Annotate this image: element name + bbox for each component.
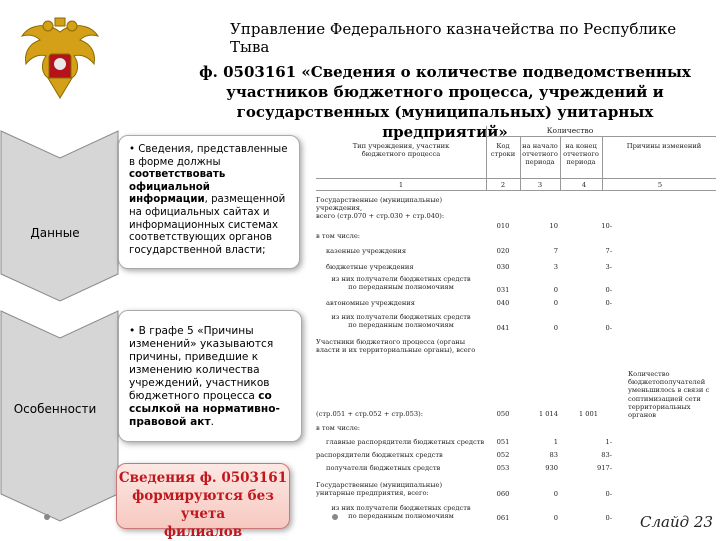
slide-number: Слайд 23	[640, 513, 713, 531]
data-description-box	[118, 135, 300, 269]
row-begin: 7	[553, 247, 558, 255]
row-label: Участники бюджетного процесса (органы	[316, 338, 466, 346]
col-header-end: на конец отчетного периода	[563, 142, 599, 166]
row-end: 0-	[605, 324, 612, 332]
table-row: распорядители бюджетных средств	[316, 451, 443, 459]
row-label: унитарные предприятия, всего:	[316, 489, 429, 497]
row-code: 052	[496, 451, 510, 459]
row-code: 020	[496, 247, 510, 255]
section-label-data: Данные	[30, 226, 80, 240]
col-number: 4	[581, 181, 587, 189]
double-headed-eagle-emblem-icon	[18, 14, 102, 110]
row-label: Государственные (муниципальные)	[316, 481, 443, 489]
features-text-post: .	[210, 416, 214, 428]
row-label: по переданным полномочиям	[348, 512, 454, 520]
row-end: 1-	[605, 438, 612, 446]
table-row: главные распорядители бюджетных средств	[326, 438, 485, 446]
features-text-bold: со ссылкой на нормативно-правовой акт	[129, 390, 280, 428]
document-title-line-2: участников бюджетного процесса, учреждений и	[226, 83, 664, 101]
table-row	[316, 196, 486, 220]
table-row	[316, 275, 486, 291]
row-label: (стр.051 + стр.052 + стр.053):	[316, 410, 424, 418]
row-label: из них получатели бюджетных средств	[331, 275, 471, 283]
row-label: из них получатели бюджетных средств	[331, 504, 471, 512]
row-end: 3-	[605, 263, 612, 271]
header-title: Управление Федерального казначейства по Республике Тыва	[230, 20, 677, 56]
row-begin: 0	[553, 490, 558, 498]
row-end: 0-	[605, 490, 612, 498]
row-end: 10-	[601, 222, 612, 230]
document-title-line-3: государственных (муниципальных) унитарных предприятий»	[236, 103, 654, 141]
chevron-shape-icon	[0, 130, 120, 302]
row-end: 0-	[605, 299, 612, 307]
document-title-line-1: ф. 0503161 «Сведения о количестве подведомственных	[199, 63, 691, 81]
table-row: в том числе:	[316, 232, 361, 240]
row-begin: 3	[553, 263, 558, 271]
section-chevron-features	[0, 310, 120, 522]
row-begin: 1	[553, 438, 558, 446]
col-number: 3	[537, 181, 543, 189]
row-label: из них получатели бюджетных средств	[331, 313, 471, 321]
col-number: 2	[500, 181, 506, 189]
row-begin: 0	[553, 299, 558, 307]
col-header-code: Код строки	[490, 142, 516, 158]
data-text-post: , размещенной на официальных сайтах и информационных системах соответствующих органов государственной власти;	[129, 194, 286, 256]
data-text-pre: • Сведения, представленные в форме должны	[129, 144, 288, 168]
row-begin: 83	[549, 451, 558, 459]
row-end: 917-	[596, 464, 612, 472]
group-header-quantity: Количество	[546, 126, 594, 135]
row-begin: 1 014	[538, 410, 558, 418]
row-code: 030	[496, 263, 510, 271]
row-label: всего (стр.070 + стр.030 + стр.040):	[316, 212, 445, 220]
row-end: 7-	[605, 247, 612, 255]
row-end: 0-	[605, 286, 612, 294]
table-row	[316, 338, 486, 354]
col-number: 5	[657, 181, 663, 189]
section-chevron-data	[0, 130, 120, 302]
table-row	[316, 481, 486, 497]
table-row: получатели бюджетных средств	[326, 464, 441, 472]
row-end: 0-	[605, 514, 612, 522]
row-code: 010	[496, 222, 510, 230]
row-code: 041	[496, 324, 510, 332]
row-begin: 930	[545, 464, 558, 472]
row-code: 053	[496, 464, 510, 472]
col-header-begin: на начало отчетного периода	[522, 142, 558, 166]
row-code: 061	[496, 514, 510, 522]
note-line-3: филиалов	[163, 524, 243, 540]
row-code: 051	[496, 438, 510, 446]
table-row: автономные учреждения	[326, 299, 415, 307]
row-label: учреждения,	[316, 204, 363, 212]
col-header-type: Тип учреждения, участник бюджетного процесса	[352, 142, 450, 158]
row-label: по переданным полномочиям	[348, 321, 454, 329]
table-row: в том числе:	[316, 424, 361, 432]
row-end: 83-	[601, 451, 612, 459]
table-row: казенные учреждения	[326, 247, 407, 255]
data-text-bold: соответствовать официальной информации	[129, 169, 226, 206]
row-begin: 10	[549, 222, 558, 230]
branches-note-box	[116, 463, 290, 540]
report-table	[316, 126, 716, 526]
chevron-shape-icon	[0, 310, 120, 522]
row-code: 031	[496, 286, 510, 294]
note-line-2: формируются без учета	[132, 488, 274, 522]
decorative-dot-icon	[44, 514, 50, 520]
features-description-box	[118, 310, 302, 442]
row-reason: Количество бюджетополучателей уменьшилось в связи с соптимизацией сети территориальных органов	[628, 370, 710, 420]
row-label: по переданным полномочиям	[348, 283, 454, 291]
row-label: власти и их территориальные органы), всего	[316, 346, 476, 354]
row-label: Государственные (муниципальные)	[316, 196, 443, 204]
table-row	[316, 313, 486, 329]
col-header-reason: Причины изменений	[626, 142, 702, 150]
table-row	[316, 504, 486, 520]
row-code: 060	[496, 490, 510, 498]
row-begin: 0	[553, 514, 558, 522]
row-code: 040	[496, 299, 510, 307]
row-code: 050	[496, 410, 510, 418]
row-begin: 0	[553, 286, 558, 294]
features-text-pre: • В графе 5 «Причины изменений» указываются причины, приведшие к изменению количества учреждений, участников бюджетного процесса	[129, 325, 274, 402]
row-end: 1 001	[578, 410, 598, 418]
col-number: 1	[398, 181, 404, 189]
section-label-features: Особенности	[13, 402, 97, 416]
note-line-1: Сведения ф. 0503161	[118, 470, 288, 486]
row-begin: 0	[553, 324, 558, 332]
table-row: бюджетные учреждения	[326, 263, 414, 271]
